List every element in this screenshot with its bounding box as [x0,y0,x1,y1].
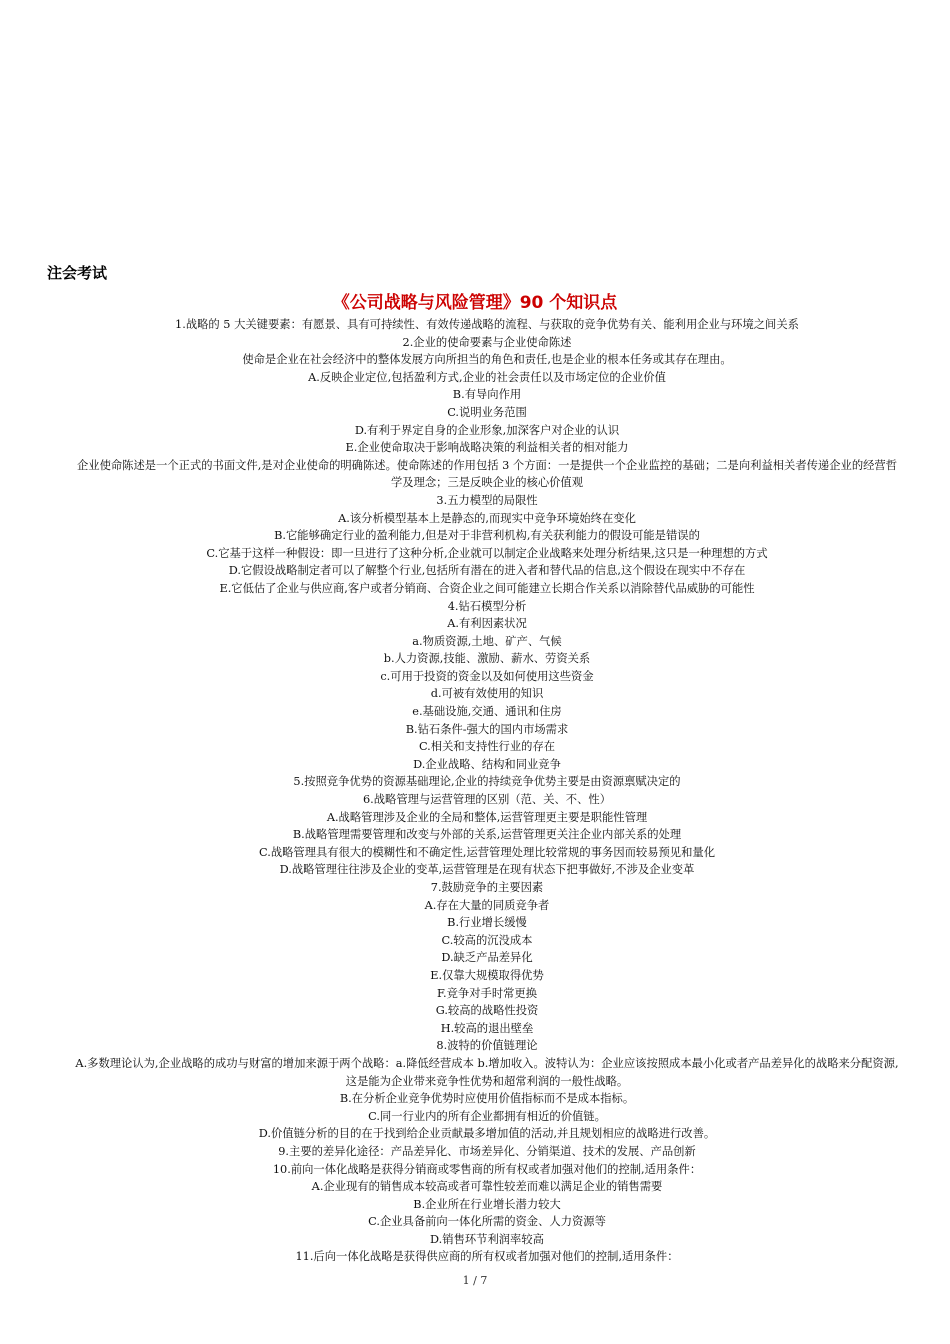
text-line: 1.战略的 5 大关键要素：有愿景、具有可持续性、有效传递战略的流程、与获取的竞争优势有关、能利用企业与环境之间关系 [175,318,799,331]
text-line: C.说明业务范围 [447,405,527,419]
text-line: A.该分析模型基本上是静态的,而现实中竞争环境始终在变化 [338,511,636,525]
text-line: F.竞争对手时常更换 [436,986,538,1000]
text-line: A.反映企业定位,包括盈利方式,企业的社会责任以及市场定位的企业价值 [308,370,666,384]
text-line: D.企业战略、结构和同业竞争 [413,757,561,771]
text-line: D.它假设战略制定者可以了解整个行业,包括所有潜在的进入者和替代品的信息,这个假设在现实中不存在 [228,564,746,578]
text-line: B.行业增长缓慢 [447,916,527,930]
text-line: c.可用于投资的资金以及如何使用这些资金 [380,669,594,683]
text-line: B.有导向作用 [452,388,522,402]
text-line: d.可被有效使用的知识 [430,687,544,701]
text-line: E.它低估了企业与供应商,客户或者分销商、合资企业之间可能建立长期合作关系以消除替代品威胁的可能性 [219,581,755,595]
text-paragraph: 企业使命陈述是一个正式的书面文件,是对企业使命的明确陈述。使命陈述的作用包括 3 个方面：一是提供一个企业监控的基础；二是向利益相关者传递企业的经营哲学及理念；三是反映企业的核心价值观 [76,458,898,490]
text-line: B.在分析企业竞争优势时应使用价值指标而不是成本指标。 [339,1092,635,1106]
text-line: a.物质资源,土地、矿产、气候 [412,634,562,648]
text-line: C.企业具备前向一体化所需的资金、人力资源等 [368,1215,606,1229]
page-number: 1 / 7 [462,1274,488,1287]
text-line: A.有利因素状况 [447,617,527,631]
text-line: 10.前向一体化战略是获得分销商或零售商的所有权或者加强对他们的控制,适用条件： [272,1162,702,1176]
text-line: 4.钻石模型分析 [447,599,527,613]
text-line: B.企业所在行业增长潜力较大 [413,1197,561,1211]
text-line: G.较高的战略性投资 [435,1004,539,1018]
document-body [72,316,902,1266]
exam-header-label: 注会考试 [47,264,108,282]
text-line: D.战略管理往往涉及企业的变革,运营管理是在现有状态下把事做好,不涉及企业变革 [279,863,695,877]
document-title: 《公司战略与风险管理》90 个知识点 [332,293,618,313]
text-line: H.较高的退出壁垒 [440,1021,534,1035]
text-line: 3.五力模型的局限性 [436,493,538,507]
text-line: A.企业现有的销售成本较高或者可靠性较差而难以满足企业的销售需要 [311,1180,663,1194]
text-line: C.较高的沉没成本 [441,933,533,947]
text-line: 使命是企业在社会经济中的整体发展方向所担当的角色和责任,也是企业的根本任务或其存在理由。 [242,353,732,367]
text-line: 6.战略管理与运营管理的区别（范、关、不、性） [362,793,611,807]
text-line: B.钻石条件-强大的国内市场需求 [405,722,569,736]
text-line: E.仅靠大规模取得优势 [430,968,544,982]
text-line: 9.主要的差异化途径：产品差异化、市场差异化、分销渠道、技术的发展、产品创新 [278,1144,696,1158]
text-line: 5.按照竞争优势的资源基础理论,企业的持续竞争优势主要是由资源禀赋决定的 [293,775,681,789]
text-line: A.战略管理涉及企业的全局和整体,运营管理更主要是职能性管理 [326,810,648,824]
text-line: A.存在大量的同质竞争者 [424,898,550,912]
text-paragraph: A.多数理论认为,企业战略的成功与财富的增加来源于两个战略：a.降低经营成本 b.增加收入。波特认为：企业应该按照成本最小化或者产品差异化的战略来分配资源,这是能为企业带来竞争性优势和超常利润的一般性战略。 [75,1056,899,1088]
text-line: E.企业使命取决于影响战略决策的利益相关者的相对能力 [345,441,629,455]
text-line: D.价值链分析的目的在于找到给企业贡献最多增加值的活动,并且规划相应的战略进行改善。 [258,1127,716,1141]
text-line: 8.波特的价值链理论 [436,1039,538,1053]
text-line: b.人力资源,技能、激励、薪水、劳资关系 [383,652,591,666]
text-line: C.相关和支持性行业的存在 [418,740,556,754]
text-line: e.基础设施,交通、通讯和住房 [412,705,562,719]
text-line: C.同一行业内的所有企业都拥有相近的价值链。 [368,1109,606,1123]
text-line: B.战略管理需要管理和改变与外部的关系,运营管理更关注企业内部关系的处理 [292,828,682,842]
text-line: D.销售环节利润率较高 [430,1232,544,1246]
text-line: C.战略管理具有很大的模糊性和不确定性,运营管理处理比较常规的事务因而较易预见和量化 [258,845,715,859]
text-line: C.它基于这样一种假设：即一旦进行了这种分析,企业就可以制定企业战略来处理分析结果,这只是一种理想的方式 [206,546,768,560]
text-line: 2.企业的使命要素与企业使命陈述 [402,335,572,349]
text-line: 7.鼓励竞争的主要因素 [430,881,544,894]
text-line: D.缺乏产品差异化 [441,951,533,965]
text-line: D.有利于界定自身的企业形象,加深客户对企业的认识 [354,423,620,437]
text-line: B.它能够确定行业的盈利能力,但是对于非营利机构,有关获利能力的假设可能是错误的 [274,529,700,543]
text-line: 11.后向一体化战略是获得供应商的所有权或者加强对他们的控制,适用条件： [295,1250,679,1264]
